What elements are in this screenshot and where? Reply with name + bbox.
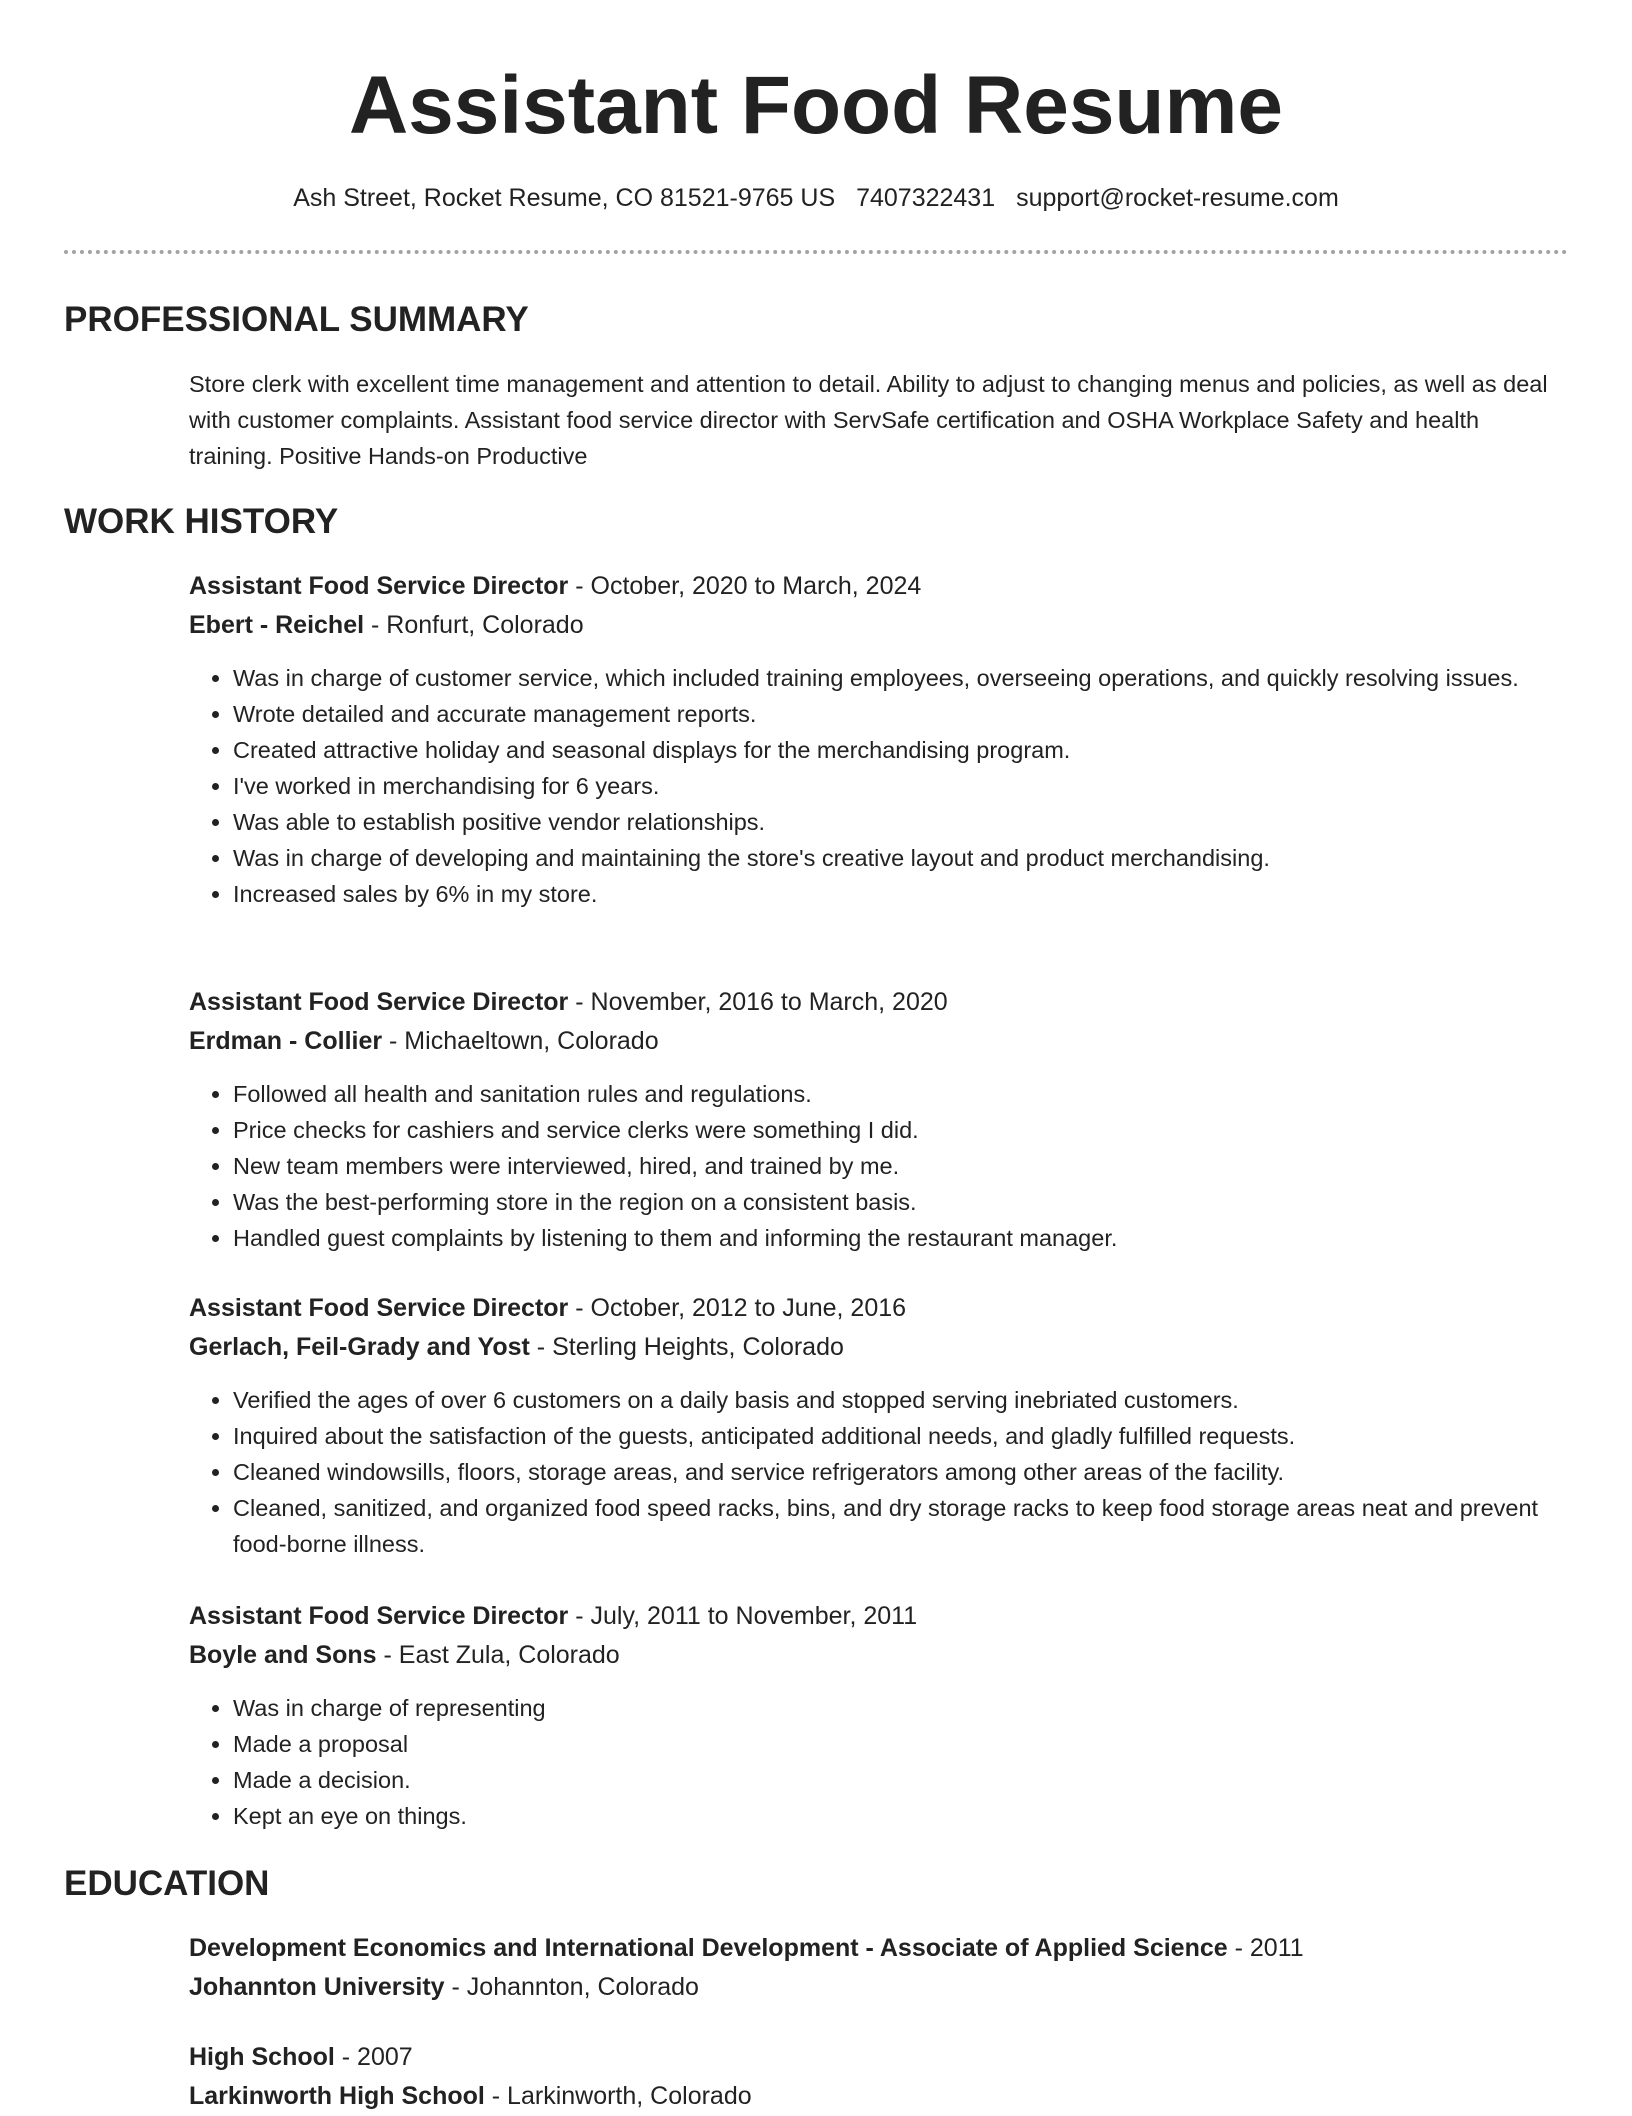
job-company-line: [189, 1328, 1549, 1367]
job-company: Boyle and Sons: [189, 1641, 377, 1669]
list-item: • Made a decision.: [233, 1762, 1549, 1798]
job-dates: - October, 2020 to March, 2024: [568, 572, 922, 600]
degree-year: - 2007: [334, 2043, 413, 2071]
degree-name: High School: [189, 2043, 335, 2071]
school-location: - Johannton, Colorado: [444, 1973, 699, 2001]
list-item: • Created attractive holiday and seasonal displays for the merchandising program.: [233, 732, 1549, 768]
degree-line: [189, 1929, 1549, 1968]
list-item: • Was able to establish positive vendor relationships.: [233, 804, 1549, 840]
phone-text: 7407322431: [856, 184, 996, 212]
job-company-line: [189, 1636, 1549, 1675]
degree-name: Development Economics and International Development - Associate of Applied Science: [189, 1934, 1228, 1962]
list-item: • Was in charge of customer service, which included training employees, overseeing operations, and quickly resolving issues.: [233, 660, 1549, 696]
job-role: Assistant Food Service Director: [189, 988, 569, 1016]
job-company: Ebert - Reichel: [189, 611, 365, 639]
degree-line: [189, 2038, 1549, 2077]
job-duties-list: [189, 1382, 1549, 1562]
job-location: - Ronfurt, Colorado: [364, 611, 584, 639]
job-entry: [189, 1289, 1549, 1562]
job-location: - Sterling Heights, Colorado: [529, 1333, 844, 1361]
list-item: • Was the best-performing store in the region on a consistent basis.: [233, 1184, 1549, 1220]
job-role: Assistant Food Service Director: [189, 1294, 569, 1322]
list-item: • Increased sales by 6% in my store.: [233, 876, 1549, 912]
job-location: - East Zula, Colorado: [376, 1641, 620, 1669]
list-item: • Verified the ages of over 6 customers on a daily basis and stopped serving inebriated customers.: [233, 1382, 1549, 1418]
degree-year: - 2011: [1227, 1934, 1304, 1962]
job-title-line: [189, 1289, 1549, 1328]
job-duties-list: [189, 1076, 1549, 1256]
education-entry: [189, 2038, 1549, 2116]
header-divider: [64, 250, 1568, 254]
list-item: • I've worked in merchandising for 6 years.: [233, 768, 1549, 804]
work-history-section-title: WORK HISTORY: [64, 502, 339, 541]
list-item: • Kept an eye on things.: [233, 1798, 1549, 1834]
email-text: support@rocket-resume.com: [1016, 184, 1339, 212]
job-dates: - October, 2012 to June, 2016: [568, 1294, 907, 1322]
address-text: Ash Street, Rocket Resume, CO 81521-9765 US: [293, 184, 836, 212]
school-location: - Larkinworth, Colorado: [484, 2082, 752, 2110]
school-name: Larkinworth High School: [189, 2082, 485, 2110]
list-item: • Was in charge of representing: [233, 1690, 1549, 1726]
job-company-line: [189, 1022, 1549, 1061]
summary-block: [189, 366, 1549, 474]
list-item: • Cleaned, sanitized, and organized food speed racks, bins, and dry storage racks to keep food storage areas neat and prevent food-borne illness.: [233, 1490, 1549, 1562]
school-line: [189, 1968, 1549, 2007]
job-duties-list: [189, 1690, 1549, 1834]
job-company-line: [189, 606, 1549, 645]
education-entry: [189, 1929, 1549, 2007]
job-company: Erdman - Collier: [189, 1027, 383, 1055]
list-item: • New team members were interviewed, hired, and trained by me.: [233, 1148, 1549, 1184]
school-name: Johannton University: [189, 1973, 445, 2001]
list-item: • Handled guest complaints by listening to them and informing the restaurant manager.: [233, 1220, 1549, 1256]
list-item: • Cleaned windowsills, floors, storage areas, and service refrigerators among other areas of the facility.: [233, 1454, 1549, 1490]
education-section-title: EDUCATION: [64, 1864, 270, 1903]
job-dates: - November, 2016 to March, 2020: [568, 988, 948, 1016]
job-dates: - July, 2011 to November, 2011: [568, 1602, 918, 1630]
job-title-line: [189, 983, 1549, 1022]
job-duties-list: [189, 660, 1549, 912]
list-item: • Followed all health and sanitation rules and regulations.: [233, 1076, 1549, 1112]
job-role: Assistant Food Service Director: [189, 1602, 569, 1630]
list-item: • Was in charge of developing and maintaining the store's creative layout and product merchandising.: [233, 840, 1549, 876]
job-title-line: [189, 567, 1549, 606]
list-item: • Wrote detailed and accurate management reports.: [233, 696, 1549, 732]
list-item: • Made a proposal: [233, 1726, 1549, 1762]
job-company: Gerlach, Feil-Grady and Yost: [189, 1333, 530, 1361]
list-item: • Inquired about the satisfaction of the guests, anticipated additional needs, and gladly fulfilled requests.: [233, 1418, 1549, 1454]
summary-section-title: PROFESSIONAL SUMMARY: [64, 300, 529, 339]
job-location: - Michaeltown, Colorado: [382, 1027, 659, 1055]
school-line: [189, 2077, 1549, 2116]
contact-line: [0, 180, 1632, 216]
job-entry: [189, 1597, 1549, 1834]
job-entry: [189, 567, 1549, 912]
list-item: • Price checks for cashiers and service clerks were something I did.: [233, 1112, 1549, 1148]
resume-name-heading: Assistant Food Resume: [348, 60, 1284, 151]
summary-text: Store clerk with excellent time management and attention to detail. Ability to adjust to changing menus and policies, as well as deal with customer complaints. Assistant food service director with ServSafe certification and OSHA Workplace Safety and health training. Positive Hands-on Productive: [189, 371, 1548, 469]
job-title-line: [189, 1597, 1549, 1636]
job-entry: [189, 983, 1549, 1256]
job-role: Assistant Food Service Director: [189, 572, 569, 600]
